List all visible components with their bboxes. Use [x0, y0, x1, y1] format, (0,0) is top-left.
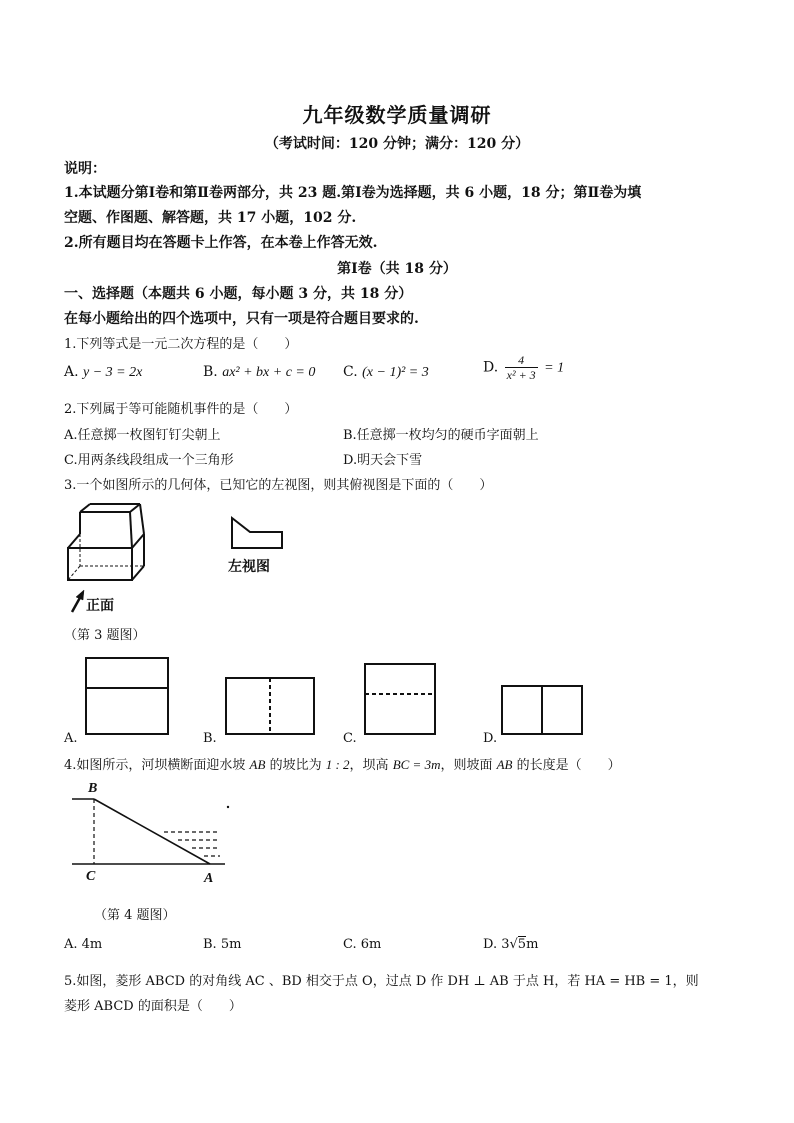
q1-a-expr: y − 3 = 2x — [83, 365, 143, 380]
q1-a-label: A. — [64, 364, 79, 380]
q4-d-pre: D. 3 — [483, 937, 510, 952]
instruction-line-1a: 1.本试题分第Ⅰ卷和第Ⅱ卷两部分，共 23 题.第Ⅰ卷为选择题，共 6 小题，18 分；第Ⅱ卷为填 — [64, 185, 642, 201]
q4-label-b: B — [88, 781, 98, 796]
instruction-line-1b: 空题、作图题、解答题，共 17 小题，102 分. — [64, 210, 357, 226]
q1-b-expr: ax² + bx + c = 0 — [222, 365, 316, 380]
exam-info: （考试时间：120 分钟；满分：120 分） — [264, 136, 530, 152]
section-title: 第Ⅰ卷（共 18 分） — [337, 261, 457, 277]
q3-left-view-label: 左视图 — [228, 559, 270, 575]
q1-stem: 1.下列等式是一元二次方程的是（ ） — [64, 337, 298, 352]
q2-option-d: D.明天会下雪 — [343, 453, 423, 468]
part-title: 一、选择题（本题共 6 小题，每小题 3 分，共 18 分） — [64, 286, 413, 302]
q4-label-c: C — [86, 869, 96, 884]
q2-option-c: C.用两条线段组成一个三角形 — [64, 453, 234, 468]
q4-option-c: C. 6m — [343, 937, 382, 952]
q4-stem-pre: 4.如图所示，河坝横断面迎水坡 — [64, 758, 250, 773]
q1-c-expr: (x − 1)² = 3 — [362, 365, 429, 380]
q4-option-a: A. 4m — [64, 937, 103, 952]
q3-option-a-label: A. — [64, 731, 78, 746]
q4-stem-mid3: ，则坡面 — [440, 758, 497, 773]
q1-c-label: C. — [343, 364, 358, 380]
q4-stem-post: 的长度是（ ） — [512, 758, 621, 773]
q1-d-fraction — [505, 353, 538, 382]
q4-label-a: A — [204, 871, 214, 886]
q4-bc: BC = 3m — [392, 757, 441, 772]
q2-option-a: A.任意掷一枚图钉钉尖朝上 — [64, 428, 221, 443]
q1-option-c — [343, 364, 429, 381]
q4-stem — [64, 754, 621, 773]
instruction-line-2: 2.所有题目均在答题卡上作答，在本卷上作答无效. — [64, 235, 378, 251]
q4-option-d — [483, 937, 538, 952]
q3-front-label: 正面 — [86, 598, 114, 614]
q1-d-rhs: = 1 — [544, 360, 565, 376]
q3-caption: （第 3 题图） — [64, 628, 146, 643]
page-title: 九年级数学质量调研 — [302, 103, 492, 127]
q3-option-c-figure — [363, 662, 437, 736]
q3-stem: 3.一个如图所示的几何体，已知它的左视图，则其俯视图是下面的（ ） — [64, 478, 493, 493]
q3-option-c-label: C. — [343, 731, 357, 746]
q1-option-a — [64, 364, 142, 381]
q4-stem-mid1: 的坡比为 — [265, 758, 326, 773]
q3-option-b-label: B. — [203, 731, 217, 746]
q4-ab-2: AB — [496, 757, 513, 772]
q4-d-unit: m — [526, 937, 539, 952]
q4-stem-mid2: ，坝高 — [349, 758, 393, 773]
q4-d-radicand: 5 — [517, 937, 527, 952]
q4-option-b: B. 5m — [203, 937, 242, 952]
q4-dam-figure — [70, 795, 235, 875]
q2-stem: 2.下列属于等可能随机事件的是（ ） — [64, 402, 298, 417]
q3-option-a-figure — [84, 656, 170, 736]
q1-d-label: D. — [483, 359, 499, 376]
q1-b-label: B. — [203, 364, 218, 380]
q1-d-denominator: x² + 3 — [506, 368, 536, 382]
q4-d-sqrt-sign: √ — [509, 937, 518, 952]
q3-option-d-label: D. — [483, 731, 498, 746]
q4-caption: （第 4 题图） — [94, 908, 176, 923]
q4-ab-1: AB — [249, 757, 266, 772]
part-note: 在每小题给出的四个选项中，只有一项是符合题目要求的. — [64, 311, 419, 327]
q3-option-b-figure — [224, 676, 316, 736]
q2-option-b: B.任意掷一枚均匀的硬币字面朝上 — [343, 428, 539, 443]
q3-left-view — [230, 516, 290, 552]
q3-option-d-figure — [500, 684, 584, 736]
q1-option-d — [483, 353, 564, 382]
q5-line-1: 5.如图，菱形 ABCD 的对角线 AC 、BD 相交于点 O，过点 D 作 DH ⊥ AB 于点 H，若 HA = HB = 1，则 — [64, 974, 699, 989]
q4-ratio: 1 : 2 — [325, 757, 350, 772]
q5-line-2: 菱形 ABCD 的面积是（ ） — [64, 999, 242, 1014]
q1-option-b — [203, 364, 315, 381]
instructions-heading: 说明： — [64, 161, 106, 177]
q1-d-numerator: 4 — [505, 353, 538, 368]
